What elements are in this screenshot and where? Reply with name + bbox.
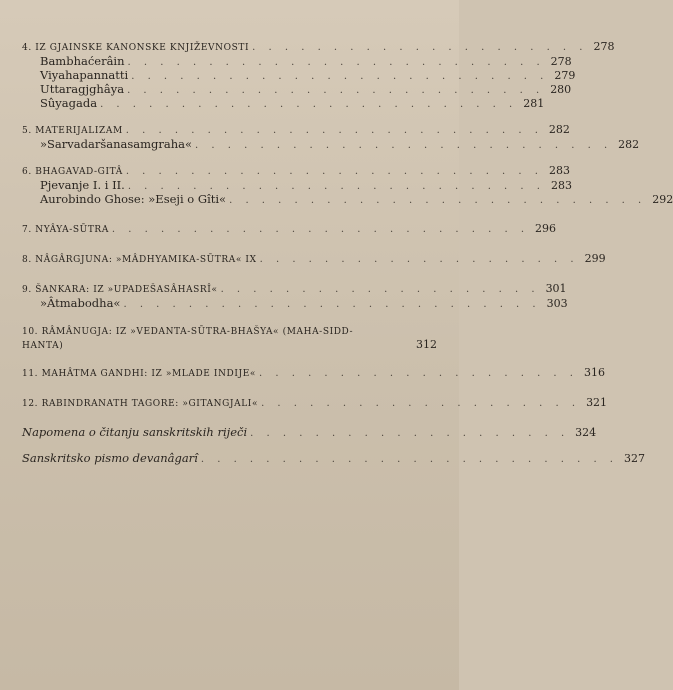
toc-entry [22,425,597,440]
leader-dots: . . . . . . . . . . . . . . . . . . . . . [252,42,588,53]
entry-title: 7. NYÂYA-SŪTRA [22,225,109,235]
entry-title: Napomena o čitanju sanskritskih riječi [22,425,248,439]
toc-entry [22,396,608,411]
leader-dots: . . . . . . . . . . . . . . . . . . . . . . . . . . [127,181,545,192]
page-number: 324 [575,426,597,439]
leader-dots: . . . . . . . . . . . . . . . . . . . . . . . . . . [125,125,543,136]
page-number: 296 [535,222,557,235]
page-number: 312 [416,338,437,351]
page-number: 278 [593,40,615,53]
leader-dots: . . . . . . . . . . . . . . . . . . . . . . . . . . [200,454,618,465]
toc-entry [22,338,437,351]
page-number: 327 [623,452,645,465]
page-number: 301 [545,282,567,295]
toc-subentry [22,68,576,83]
leader-dots: . . . . . . . . . . . . . . . . . . . . [259,368,578,379]
leader-dots: . . . . . . . . . . . . . . . . . . . . [220,284,540,295]
leader-dots: . . . . . . . . . . . . . . . . . . . . . . . . . . [127,57,545,68]
page-number: 278 [550,55,572,68]
entry-title: Viyahapannatti [40,68,129,82]
entry-title: Sûyagada [40,96,98,110]
toc-entry [22,164,570,179]
leader-dots: . . . . . . . . . . . . . . . . . . . . . . . . . . [125,166,543,177]
leader-dots: . . . . . . . . . . . . . . . . . . . . . . . . . . [127,85,545,96]
toc-entry [22,123,570,138]
entry-title: 9. ŠANKARA: IZ »UPADEŠASÂHASRÎ« [22,285,218,295]
entry-title: 11. MAHÂTMA GANDHI: IZ »MLADE INDIJE« [22,369,256,379]
leader-dots: . . . . . . . . . . . . . . . . . . . . [259,254,579,265]
leader-dots: . . . . . . . . . . . . . . . . . . . . . . . . . . [123,299,541,310]
page-number: 279 [554,69,576,82]
entry-title: 5. MATERIJALIZAM [22,126,123,136]
toc-subentry [22,192,673,207]
toc-subentry [22,96,545,111]
toc-subentry [22,54,572,69]
leader-dots: . . . . . . . . . . . . . . . . . . . . . . . . . . [229,195,647,206]
page-number: 299 [584,252,606,265]
leader-dots: . . . . . . . . . . . . . . . . . . . . . . . . . . [131,71,549,82]
entry-title: Sanskritsko pismo devanâgarî [22,451,198,465]
entry-title: Pjevanje I. i II. [40,178,125,192]
page-number: 280 [550,83,572,96]
toc-subentry [22,137,640,152]
toc-entry [22,366,605,381]
page-number: 281 [523,97,545,110]
page-number: 303 [546,297,568,310]
entry-title: 6. BHAGAVAD-GITÂ [22,167,123,177]
page-number: 321 [586,396,608,409]
page-number: 292 [652,193,673,206]
leader-dots: . . . . . . . . . . . . . . . . . . . . [250,428,570,439]
entry-title: »Âtmabodha« [40,296,121,310]
toc-subentry [22,82,572,97]
page-number: 283 [548,164,570,177]
entry-title: Aurobindo Ghose: »Eseji o Gîti« [40,192,227,206]
page-number: 283 [550,179,572,192]
entry-title: 12. RABINDRANATH TAGORE: »GITANGJALI« [22,399,259,409]
entry-title: 4. IZ GJAINSKE KANONSKE KNJIŽEVNOSTI [22,43,250,53]
toc-entry [22,40,615,55]
entry-title: »Sarvadaršanasamgraha« [40,137,193,151]
toc-subentry [22,178,572,193]
table-of-contents [22,40,673,466]
page-number: 282 [618,138,640,151]
entry-title: Bambhaćerâin [40,54,125,68]
leader-dots: . . . . . . . . . . . . . . . . . . . . . . . . . . [195,140,613,151]
entry-title: 8. NÂGÂRGJUNA: »MÂDHYAMIKA-SŪTRA« IX [22,255,257,265]
toc-entry [22,252,606,267]
page-number: 316 [583,366,605,379]
entry-title-continued: HANTA) [22,341,64,351]
toc-entry [22,222,557,237]
entry-title: Uttaragjghâya [40,82,125,96]
toc-entry-title-line1: 10. RÂMÂNUGJA: IZ »VEDANTA-SŪTRA-BHAŠYA« (MAHA-SIDD- [22,327,354,337]
leader-dots: . . . . . . . . . . . . . . . . . . . . . . . . . . [100,99,518,110]
toc-entry [22,282,567,297]
page-number: 282 [548,123,570,136]
toc-entry [22,451,645,466]
leader-dots: . . . . . . . . . . . . . . . . . . . . . . . . . . [111,224,530,235]
toc-subentry [22,296,568,311]
leader-dots: . . . . . . . . . . . . . . . . . . . . [261,398,581,409]
